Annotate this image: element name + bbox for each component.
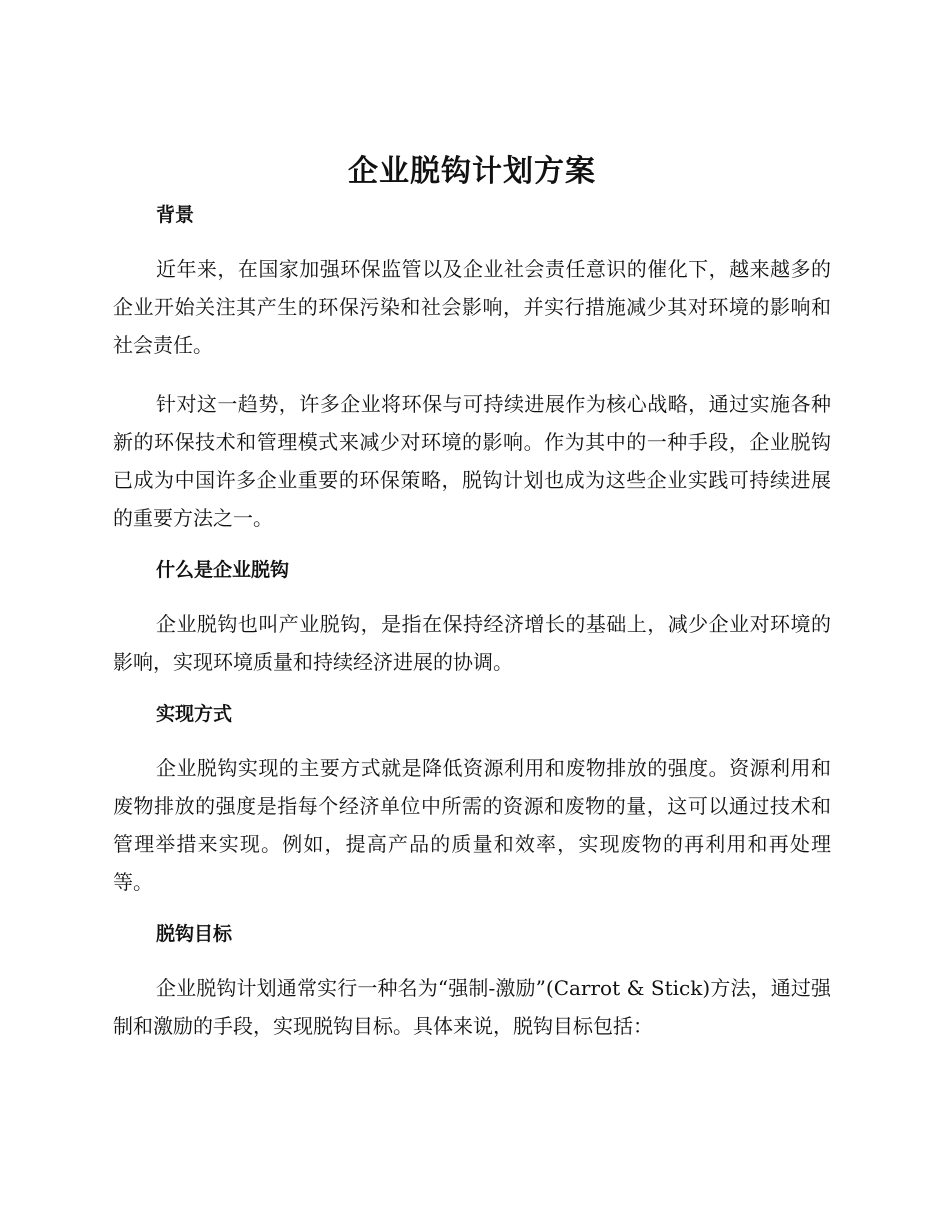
section-heading-definition: 什么是企业脱钩 <box>156 559 290 581</box>
paragraph: 近年来，在国家加强环保监管以及企业社会责任意识的催化下，越来越多的企业开始关注其产生的环保污染和社会影响，并实行措施减少其对环境的影响和社会责任。 <box>113 257 831 357</box>
section-heading-implementation: 实现方式 <box>156 703 233 725</box>
section-heading-background: 背景 <box>156 204 195 226</box>
paragraph: 企业脱钩实现的主要方式就是降低资源利用和废物排放的强度。资源利用和废物排放的强度是指每个经济单位中所需的资源和废物的量，这可以通过技术和管理举措来实现。例如，提高产品的质量和效率，实现废物的再利用和再处理等。 <box>113 756 831 894</box>
document-title: 企业脱钩计划方案 <box>348 154 596 189</box>
paragraph: 企业脱钩计划通常实行一种名为“强制-激励”(Carrot & Stick)方法，通过强制和激励的手段，实现脱钩目标。具体来说，脱钩目标包括： <box>113 976 831 1038</box>
paragraph: 企业脱钩也叫产业脱钩，是指在保持经济增长的基础上，减少企业对环境的影响，实现环境质量和持续经济进展的协调。 <box>113 612 831 674</box>
paragraph: 针对这一趋势，许多企业将环保与可持续进展作为核心战略，通过实施各种新的环保技术和管理模式来减少对环境的影响。作为其中的一种手段，企业脱钩已成为中国许多企业重要的环保策略，脱钩计划也成为这些企业实践可持续进展的重要方法之一。 <box>113 392 831 530</box>
section-heading-goals: 脱钩目标 <box>156 923 233 945</box>
document-page <box>113 148 831 1045</box>
